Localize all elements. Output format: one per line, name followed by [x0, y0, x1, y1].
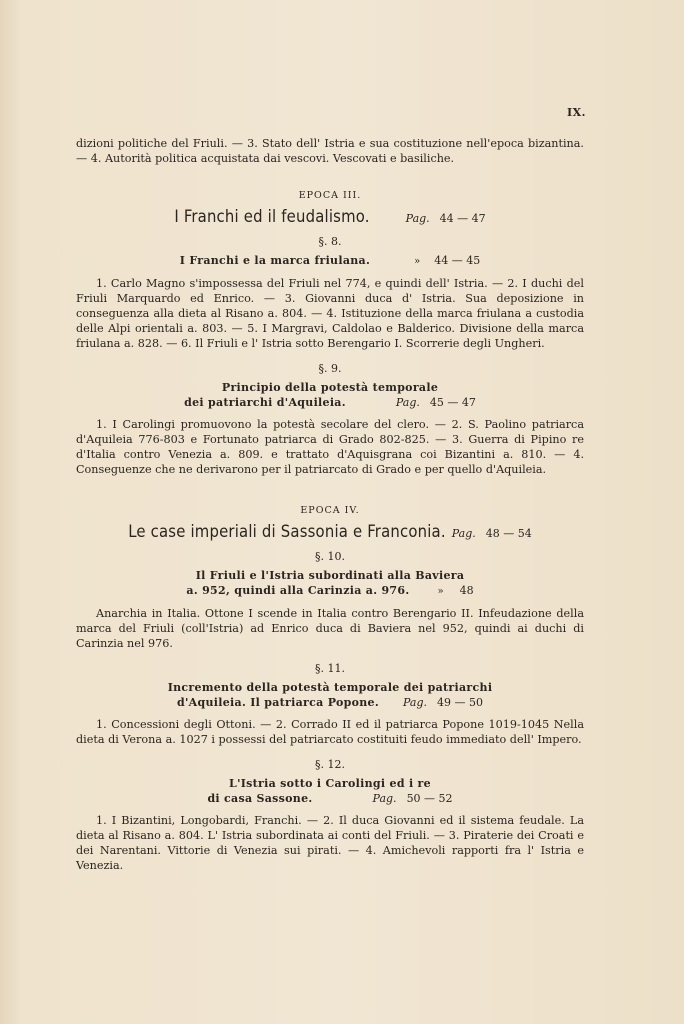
- section-11-pages: 49 — 50: [437, 696, 483, 709]
- section-12-pages: 50 — 52: [406, 792, 453, 805]
- section-10-text: Anarchia in Italia. Ottone I scende in Italia contro Berengario II. Infeudazione della marca del Friuli (coll'Istria) ad Enrico duca di Baviera nel 952, quindi ai duchi di Carinzia nel 976.: [76, 607, 584, 650]
- section-10-pages: 48: [459, 584, 474, 597]
- table-of-contents: [76, 136, 584, 873]
- section-12-pag-label: Pag.: [372, 792, 397, 805]
- section-9-pag-label: Pag.: [395, 396, 420, 409]
- epoch-3-pages: 44 — 47: [439, 212, 486, 225]
- section-10-number: §. 10.: [315, 550, 345, 563]
- section-9-text: 1. I Carolingi promuovono la potestà secolare del clero. — 2. S. Paolino patriarca d'Aquileia 776-803 e Fortunato patriarca di Grado 802-825. — 3. Guerra di Pipino re d'Italia contro Venezia a. 809. e trattato d'Aquisgrana coi Bizantini a. 810. — 4. Conseguenze che ne derivarono per il patriarcato di Grado e per quello d'Aquileia.: [76, 418, 584, 476]
- section-8-number: §. 8.: [318, 235, 342, 248]
- section-12-title-line2: di casa Sassone.: [207, 792, 313, 805]
- epoch-4-title: Le case imperiali di Sassonia e Franconia.: [128, 522, 446, 541]
- intro-paragraph: dizioni politiche del Friuli. — 3. Stato dell' Istria e sua costituzione nell'epoca bizantina. — 4. Autorità politica acquistata dai vescovi. Vescovati e basiliche.: [76, 137, 584, 165]
- section-11-title-line1: Incremento della potestà temporale dei patriarchi: [167, 681, 493, 694]
- section-11-heading: [76, 680, 584, 710]
- section-11-text: 1. Concessioni degli Ottoni. — 2. Corrado II ed il patriarca Popone 1019-1045 Nella dieta di Verona a. 1027 i possessi del patriarcato costituiti feudo immediato dell' Impero.: [76, 718, 584, 746]
- section-10-title-line2: a. 952, quindi alla Carinzia a. 976.: [186, 584, 410, 597]
- epoch-3-pag-label: Pag.: [405, 212, 430, 225]
- section-12-heading: [76, 776, 584, 806]
- section-8-text: 1. Carlo Magno s'impossessa del Friuli nel 774, e quindi dell' Istria. — 2. I duchi del Friuli Marquardo ed Enrico. — 3. Giovanni duca d' Istria. Sua deposizione in conseguenza alla dieta al Risano a. 804. — 4. Istituzione della marca friulana a custodia delle Alpi orientali a. 803. — 5. I Margravi, Caldolao e Balderico. Divisione della marca friulana a. 828. — 6. Il Friuli e l' Istria sotto Berengario I. Scorrerie degli Ungheri.: [76, 277, 584, 350]
- section-10-heading: [76, 568, 584, 599]
- section-11-number: §. 11.: [315, 662, 345, 675]
- epoch-3-title: I Franchi ed il feudalismo.: [174, 207, 370, 226]
- section-12-number: §. 12.: [315, 758, 345, 771]
- section-8-ditto-mark: »: [414, 256, 421, 267]
- section-10-ditto-mark: »: [437, 586, 444, 597]
- section-11-pag-label: Pag.: [402, 696, 427, 709]
- section-9-title-line2: dei patriarchi d'Aquileia.: [184, 396, 346, 409]
- section-9-pages: 45 — 47: [429, 396, 476, 409]
- section-8-heading: [76, 253, 584, 269]
- epoch-4-label: EPOCA IV.: [300, 505, 360, 516]
- section-9-title-line1: Principio della potestà temporale: [221, 381, 439, 394]
- epoch-3-label: EPOCA III.: [298, 190, 362, 201]
- section-12-title-line1: L'Istria sotto i Carolingi ed i re: [229, 777, 431, 790]
- page-number: IX.: [566, 106, 586, 119]
- section-8-title: I Franchi e la marca friulana.: [179, 254, 371, 267]
- section-8-pages: 44 — 45: [434, 254, 481, 267]
- epoch-4-heading: [76, 524, 584, 541]
- epoch-4-pages: 48 — 54: [485, 527, 532, 540]
- section-9-number: §. 9.: [318, 362, 342, 375]
- section-10-title-line1: Il Friuli e l'Istria subordinati alla Baviera: [195, 569, 465, 582]
- section-11-title-line2: d'Aquileia. Il patriarca Popone.: [177, 696, 379, 709]
- section-12-text: 1. I Bizantini, Longobardi, Franchi. — 2. Il duca Giovanni ed il sistema feudale. La dieta al Risano a. 804. L' Istria subordinata ai conti del Friuli. — 3. Piraterie dei Croati e dei Narentani. Vittorie di Venezia sui pirati. — 4. Amichevoli rapporti fra l' Istria e Venezia.: [76, 814, 584, 872]
- epoch-4-pag-label: Pag.: [451, 527, 476, 540]
- section-9-heading: [76, 380, 584, 410]
- epoch-3-heading: [76, 209, 584, 226]
